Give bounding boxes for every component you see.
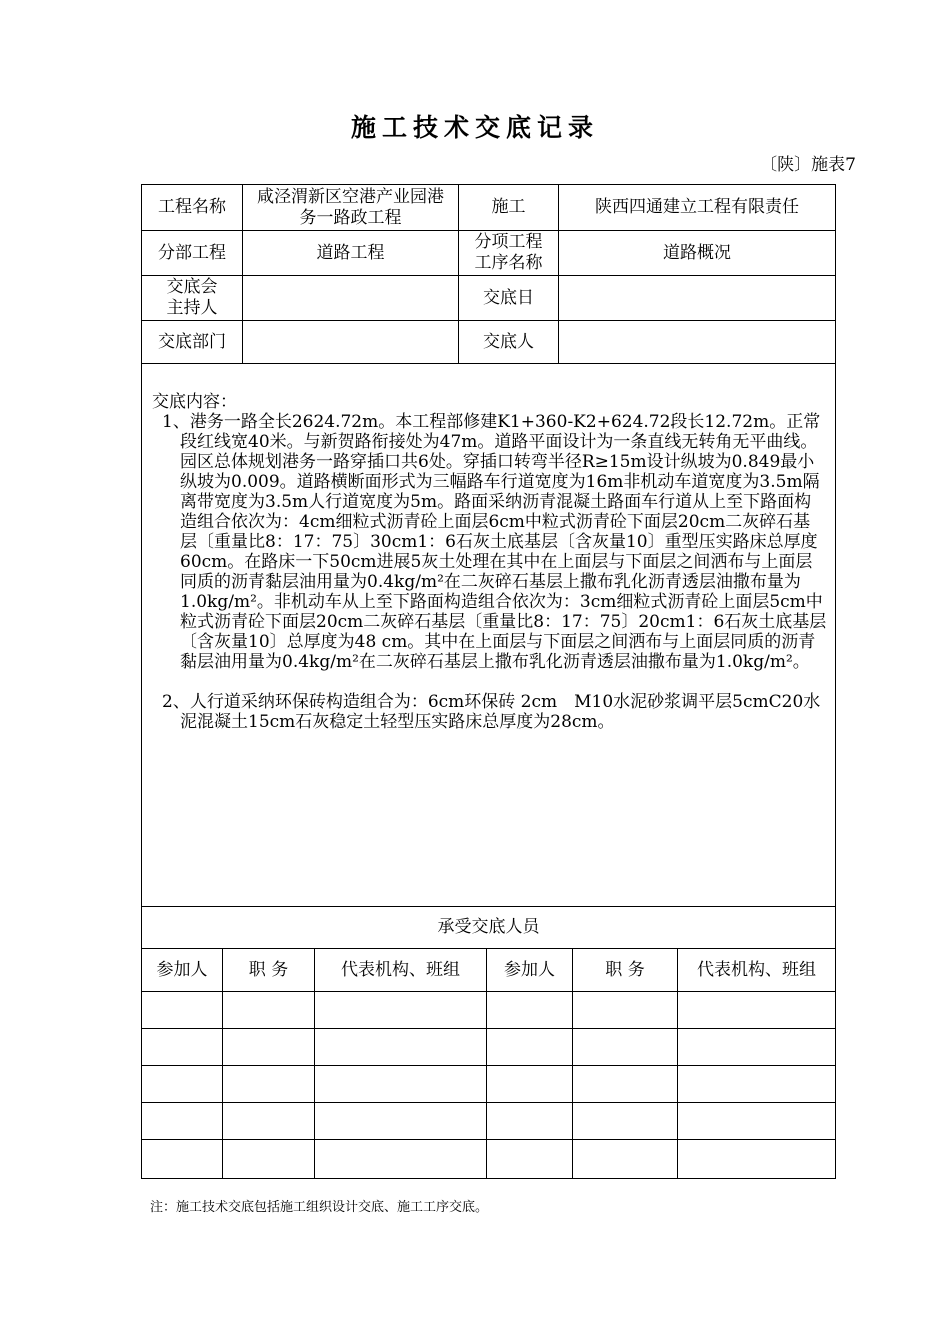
row-dept [142, 321, 835, 364]
table-cell [487, 1103, 573, 1139]
construction-value: 陕西四通建立工程有限责任 [595, 197, 799, 217]
col-organization-1: 代表机构、班组 [315, 949, 487, 991]
table-cell [223, 992, 315, 1028]
table-cell [223, 1103, 315, 1139]
dept-value [243, 321, 459, 363]
table-cell [315, 1140, 487, 1178]
table-cell [678, 1140, 835, 1178]
person-label: 交底人 [459, 321, 559, 363]
table-cell [487, 1029, 573, 1065]
table-cell [573, 992, 678, 1028]
col-position-1: 职 务 [223, 949, 315, 991]
col-position-2: 职 务 [573, 949, 678, 991]
table-cell [315, 1103, 487, 1139]
subitem-label: 分项工程工序名称 [459, 231, 559, 275]
division-value: 道路工程 [243, 231, 459, 275]
table-row [142, 992, 835, 1029]
table-cell [678, 992, 835, 1028]
table-cell [678, 1103, 835, 1139]
content-body [142, 364, 835, 732]
table-cell [315, 1029, 487, 1065]
col-participant-2: 参加人 [487, 949, 573, 991]
table-cell [678, 1066, 835, 1102]
table-cell [487, 1066, 573, 1102]
table-cell [315, 992, 487, 1028]
table-cell [573, 1066, 678, 1102]
table-cell [142, 1029, 223, 1065]
form-code: 〔陕〕施表7 [760, 155, 856, 175]
table-cell [223, 1140, 315, 1178]
host-label: 交底会主持人 [142, 276, 243, 320]
recipients-heading-row [142, 907, 835, 949]
content-heading: 交底内容： [152, 392, 237, 412]
col-organization-2: 代表机构、班组 [697, 959, 816, 980]
table-cell [487, 992, 573, 1028]
project-name-value: 咸泾渭新区空港产业园港务一路政工程 [243, 185, 459, 230]
table-cell [142, 1140, 223, 1178]
table-cell [573, 1103, 678, 1139]
table-cell [573, 1140, 678, 1178]
table-cell [142, 992, 223, 1028]
table-row [142, 1029, 835, 1066]
table-row [142, 1103, 835, 1140]
content-area [142, 364, 835, 907]
document-title: 施工技术交底记录 [350, 113, 599, 142]
table-cell [573, 1029, 678, 1065]
table-cell [223, 1066, 315, 1102]
date-label: 交底日 [459, 276, 559, 320]
col-participant-1: 参加人 [142, 949, 223, 991]
row-project [142, 185, 835, 231]
table-cell [223, 1029, 315, 1065]
person-value [559, 321, 835, 363]
content-paragraph-1: 1、港务一路全长2624.72m。本工程部修建K1+360-K2+624.72段长12.72m。正常段红线宽40米。与新贺路衔接处为47m。道路平面设计为一条直线无转角无平曲线。园区总体规划港务一路穿插口共6处。穿插口转弯半径R≥15m设计纵坡为0.849最小纵坡为0.009。道路横断面形式为三幅路车行道宽度为16m非机动车道宽度为3.5m隔离带宽度为3.5m人行道宽度为5m。路面采纳沥青混凝土路面车行道从上至下路面构造组合依次为：4cm细粒式沥青砼上面层6cm中粒式沥青砼下面层20cm二灰碎石基层〔重量比8：17：75〕30cm1：6石灰土底基层〔含灰量10〕重型压实路床总厚度60cm。在路床一下50cm进展5灰土处理在其中在上面层与下面层之间洒布与上面层同质的沥青黏层油用量为0.4kg/m²在二灰碎石基层上撒布乳化沥青透层油撒布量为1.0kg/m²。非机动车从上至下路面构造组合依次为：3cm细粒式沥青砼上面层5cm中粒式沥青砼下面层20cm二灰碎石基层〔重量比8：17：75〕20cm1：6石灰土底基层〔含灰量10〕总厚度为48 cm。其中在上面层与下面层之间洒布与上面层同质的沥青黏层油用量为0.4kg/m²在二灰碎石基层上撒布乳化沥青透层油撒布量为1.0kg/m²。 [162, 412, 827, 672]
project-name-label: 工程名称 [142, 185, 243, 230]
division-label: 分部工程 [142, 231, 243, 275]
table-row [142, 1140, 835, 1178]
construction-label: 施工 [459, 185, 559, 230]
row-host [142, 276, 835, 321]
host-value [243, 276, 459, 320]
table-cell [678, 1029, 835, 1065]
date-value [559, 276, 835, 320]
table-row [142, 1066, 835, 1103]
table-cell [315, 1066, 487, 1102]
table-cell [142, 1066, 223, 1102]
subitem-value: 道路概况 [663, 242, 731, 263]
content-paragraph-2: 2、人行道采纳环保砖构造组合为：6cm环保砖 2cm M10水泥砂浆调平层5cmC20水泥混凝土15cm石灰稳定土轻型压实路床总厚度为28cm。 [162, 692, 821, 732]
row-division [142, 231, 835, 276]
table-cell [142, 1103, 223, 1139]
record-table [141, 184, 836, 1179]
table-cell [487, 1140, 573, 1178]
recipients-heading: 承受交底人员 [437, 917, 540, 937]
dept-label: 交底部门 [142, 321, 243, 363]
recipients-header-row [142, 949, 835, 992]
footnote: 注：施工技术交底包括施工组织设计交底、施工工序交底。 [150, 1200, 489, 1215]
